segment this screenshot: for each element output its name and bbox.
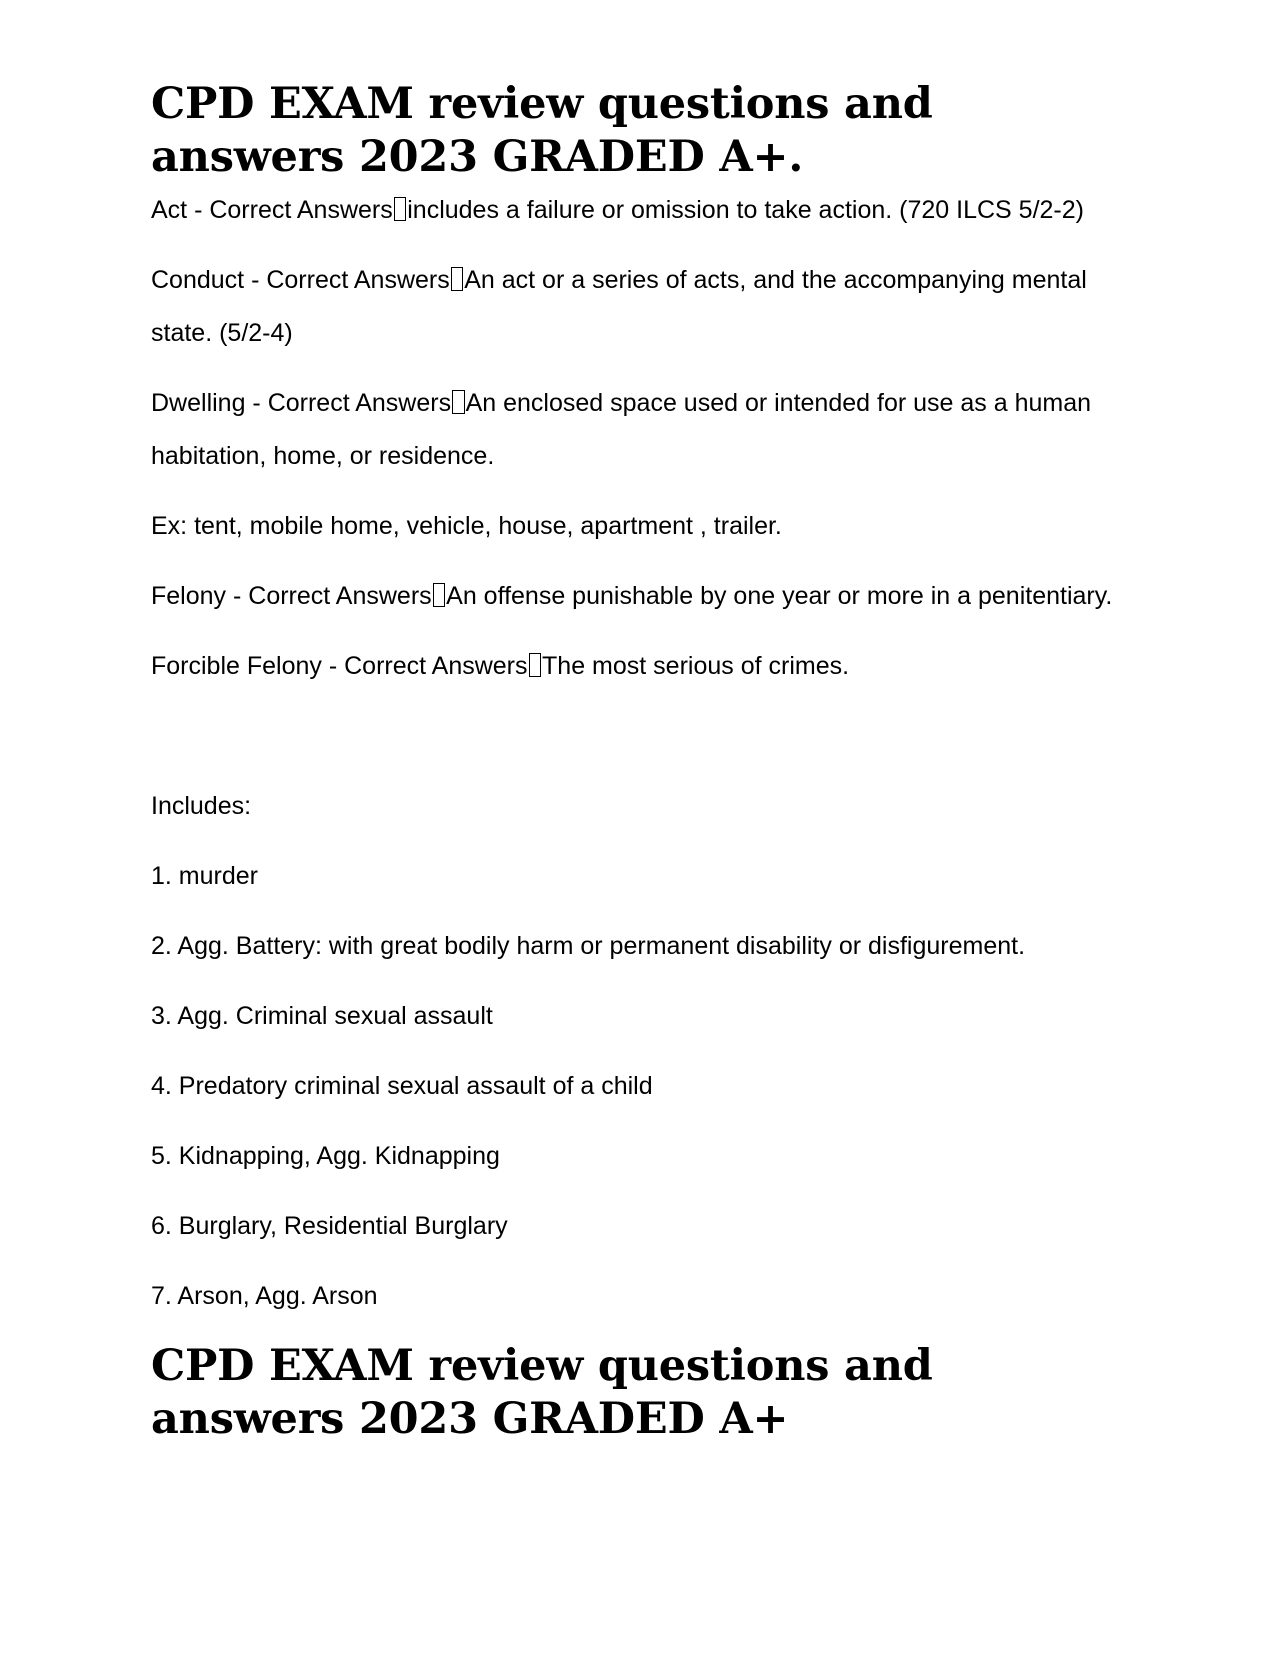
list-item: 6. Burglary, Residential Burglary	[151, 1212, 508, 1240]
missing-glyph-icon	[529, 653, 542, 677]
entry-act: Act - Correct Answers includes a failure or omission to take action. (720 ILCS 5/2-2)	[151, 196, 1084, 224]
entry-label: Correct Answers	[248, 582, 432, 610]
entry-definition: includes a failure or omission to take action. (720 ILCS 5/2-2)	[407, 196, 1084, 224]
entry-definition: An act or a series of acts, and the accompanying mental state. (5/2-4)	[151, 266, 1087, 347]
document-title: CPD EXAM review questions and answers 2023 GRADED A+.	[151, 79, 933, 182]
list-item: 2. Agg. Battery: with great bodily harm or permanent disability or disfigurement.	[151, 932, 1026, 960]
entry-term: Forcible Felony	[151, 652, 322, 680]
missing-glyph-icon	[433, 583, 446, 607]
forcible-felony-list	[151, 850, 1131, 1323]
entry-term: Conduct	[151, 266, 245, 294]
entry-label: Correct Answers	[267, 389, 452, 417]
dwelling-example: Ex: tent, mobile home, vehicle, house, apartment , trailer.	[151, 512, 782, 540]
entry-definition: An enclosed space used or intended for use as a human habitation, home, or residence.	[151, 389, 1092, 470]
entry-dwelling: Dwelling - Correct Answers An enclosed space used or intended for use as a human habitation, home, or residence.	[151, 389, 1092, 470]
missing-glyph-icon	[394, 197, 407, 221]
entry-term: Felony	[151, 582, 227, 610]
entry-label: Correct Answers	[344, 652, 528, 680]
list-item: 3. Agg. Criminal sexual assault	[151, 1002, 493, 1030]
includes-label: Includes:	[151, 792, 252, 820]
footer-title: CPD EXAM review questions and answers 2023 GRADED A+	[151, 1341, 933, 1444]
entry-felony: Felony - Correct Answers An offense punishable by one year or more in a penitentiary.	[151, 582, 1113, 610]
entry-definition: An offense punishable by one year or more in a penitentiary.	[446, 582, 1113, 610]
entry-label: Correct Answers	[266, 266, 450, 294]
list-item: 5. Kidnapping, Agg. Kidnapping	[151, 1142, 500, 1170]
entry-conduct: Conduct - Correct Answers An act or a series of acts, and the accompanying mental state. (5/2-4)	[151, 266, 1087, 347]
list-item: 1. murder	[151, 862, 258, 890]
list-item: 7. Arson, Agg. Arson	[151, 1282, 378, 1310]
blank-line	[151, 710, 1131, 780]
entry-forcible-felony: Forcible Felony - Correct Answers The most serious of crimes.	[151, 652, 850, 680]
entry-definition: The most serious of crimes.	[542, 652, 850, 680]
list-item: 4. Predatory criminal sexual assault of a child	[151, 1072, 653, 1100]
entry-label: Correct Answers	[209, 196, 393, 224]
missing-glyph-icon	[451, 267, 464, 291]
document-content	[151, 78, 1131, 1446]
entry-term: Act	[151, 196, 188, 224]
missing-glyph-icon	[452, 390, 465, 414]
entry-term: Dwelling	[151, 389, 246, 417]
